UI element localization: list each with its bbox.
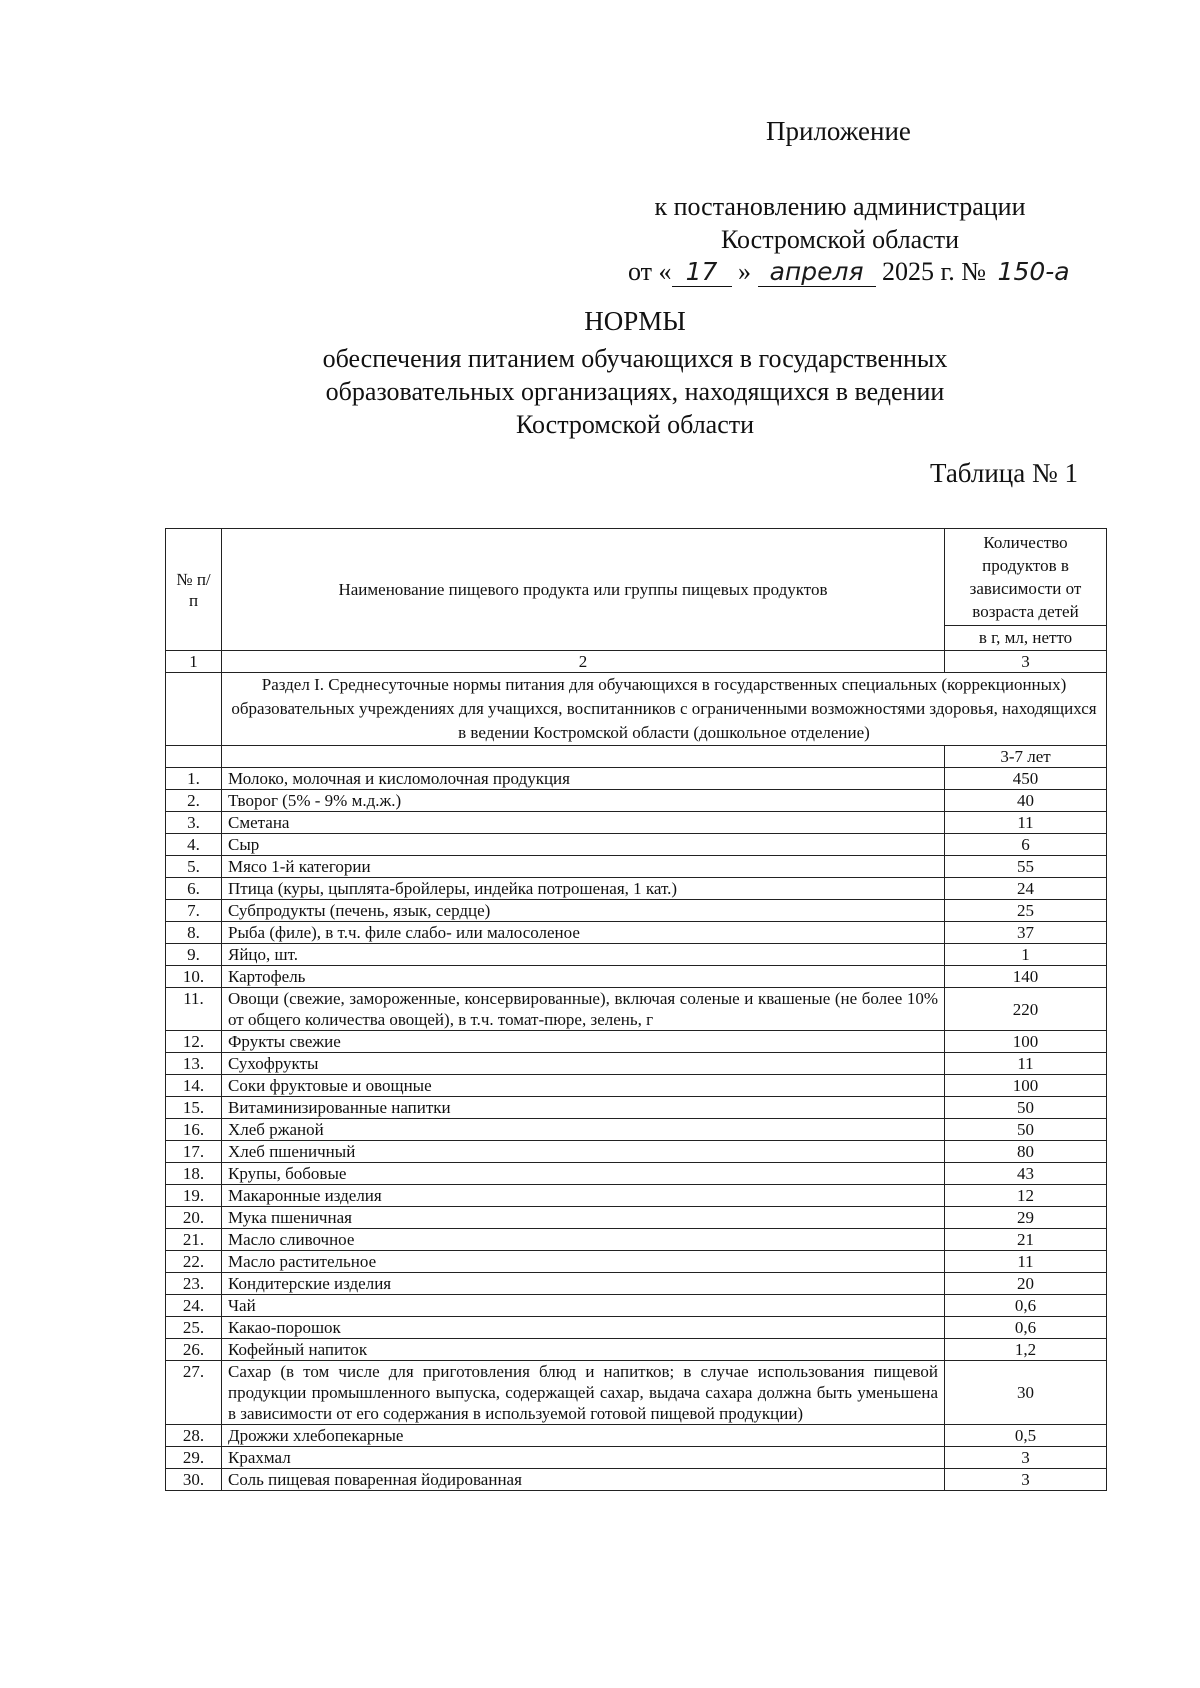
product-quantity: 0,6 <box>945 1317 1107 1339</box>
product-quantity: 11 <box>945 1053 1107 1075</box>
handwritten-number: 150-а <box>997 257 1070 286</box>
product-quantity: 55 <box>945 856 1107 878</box>
table-row <box>166 812 1107 834</box>
row-number: 19. <box>166 1185 222 1207</box>
product-quantity: 20 <box>945 1273 1107 1295</box>
table-row <box>166 1141 1107 1163</box>
date-prefix: от « <box>628 257 672 286</box>
row-number: 29. <box>166 1447 222 1469</box>
row-number: 17. <box>166 1141 222 1163</box>
row-number: 6. <box>166 878 222 900</box>
product-name: Масло сливочное <box>222 1229 945 1251</box>
product-quantity: 3 <box>945 1447 1107 1469</box>
handwritten-month: апреля <box>758 257 876 287</box>
product-name: Сахар (в том числе для приготовления блюд и напитков; в случае использования пищевой продукции промышленного выпуска, содержащей сахар, выдача сахара должна быть уменьшена в зависимости от его содержания в используемой готовой пищевой продукции) <box>222 1361 945 1425</box>
product-name: Хлеб пшеничный <box>222 1141 945 1163</box>
table-row <box>166 1119 1107 1141</box>
decree-date-line <box>628 257 1075 287</box>
header-unit: в г, мл, нетто <box>945 625 1107 650</box>
product-name: Молоко, молочная и кисломолочная продукция <box>222 768 945 790</box>
row-number: 22. <box>166 1251 222 1273</box>
row-number: 10. <box>166 966 222 988</box>
row-number: 11. <box>166 988 222 1031</box>
date-year: 2025 г. № <box>882 257 987 286</box>
row-number: 13. <box>166 1053 222 1075</box>
product-name: Соль пищевая поваренная йодированная <box>222 1469 945 1491</box>
product-name: Витаминизированные напитки <box>222 1097 945 1119</box>
table-row <box>166 1251 1107 1273</box>
product-quantity: 0,6 <box>945 1295 1107 1317</box>
product-quantity: 1,2 <box>945 1339 1107 1361</box>
header-num: № п/п <box>166 529 222 651</box>
product-quantity: 43 <box>945 1163 1107 1185</box>
table-row <box>166 1317 1107 1339</box>
row-number: 28. <box>166 1425 222 1447</box>
header-name: Наименование пищевого продукта или группы пищевых продуктов <box>222 529 945 651</box>
product-quantity: 25 <box>945 900 1107 922</box>
product-quantity: 50 <box>945 1097 1107 1119</box>
row-number: 9. <box>166 944 222 966</box>
section-row <box>166 673 1107 746</box>
product-name: Хлеб ржаной <box>222 1119 945 1141</box>
subtitle-line-2: образовательных организациях, находящихся в ведении <box>325 377 945 406</box>
product-quantity: 30 <box>945 1361 1107 1425</box>
table-row <box>166 1273 1107 1295</box>
table-row <box>166 1207 1107 1229</box>
decree-line-1: к постановлению администрации <box>654 192 1026 221</box>
table-row <box>166 856 1107 878</box>
product-name: Сметана <box>222 812 945 834</box>
row-number: 25. <box>166 1317 222 1339</box>
section-title: Раздел I. Среднесуточные нормы питания для обучающихся в государственных специальных (коррекционных) образовательных учреждениях для учащихся, воспитанников с ограниченными возможностями здоровья, находящихся в ведении Костромской области (дошкольное отделение) <box>222 673 1107 746</box>
row-number: 24. <box>166 1295 222 1317</box>
product-name: Крахмал <box>222 1447 945 1469</box>
product-quantity: 100 <box>945 1031 1107 1053</box>
product-name: Птица (куры, цыплята-бройлеры, индейка потрошеная, 1 кат.) <box>222 878 945 900</box>
table-row <box>166 1075 1107 1097</box>
section-num-cell <box>166 673 222 746</box>
row-number: 5. <box>166 856 222 878</box>
table-row <box>166 790 1107 812</box>
table-row <box>166 1229 1107 1251</box>
row-number: 12. <box>166 1031 222 1053</box>
product-quantity: 40 <box>945 790 1107 812</box>
subtitle-line-1: обеспечения питанием обучающихся в государственных <box>322 344 948 373</box>
decree-line-2: Костромской области <box>720 225 960 254</box>
table-row <box>166 1097 1107 1119</box>
product-name: Яйцо, шт. <box>222 944 945 966</box>
table-row <box>166 878 1107 900</box>
document-subtitle <box>230 342 1040 441</box>
product-quantity: 6 <box>945 834 1107 856</box>
table-row <box>166 1425 1107 1447</box>
table-row <box>166 922 1107 944</box>
row-number: 26. <box>166 1339 222 1361</box>
table-row <box>166 1447 1107 1469</box>
table-header-row <box>166 529 1107 626</box>
subtitle-line-3: Костромской области <box>515 410 755 439</box>
product-quantity: 100 <box>945 1075 1107 1097</box>
product-name: Кондитерские изделия <box>222 1273 945 1295</box>
product-name: Картофель <box>222 966 945 988</box>
header-qty: Количество продуктов в зависимости от возраста детей <box>945 529 1107 626</box>
index-col-3: 3 <box>945 651 1107 673</box>
product-quantity: 3 <box>945 1469 1107 1491</box>
product-name: Масло растительное <box>222 1251 945 1273</box>
table-row <box>166 1339 1107 1361</box>
row-number: 14. <box>166 1075 222 1097</box>
product-name: Соки фруктовые и овощные <box>222 1075 945 1097</box>
table-row <box>166 944 1107 966</box>
product-name: Субпродукты (печень, язык, сердце) <box>222 900 945 922</box>
product-quantity: 29 <box>945 1207 1107 1229</box>
product-name: Мясо 1-й категории <box>222 856 945 878</box>
row-number: 21. <box>166 1229 222 1251</box>
product-name: Сыр <box>222 834 945 856</box>
product-quantity: 24 <box>945 878 1107 900</box>
table-label: Таблица № 1 <box>930 458 1078 488</box>
product-quantity: 50 <box>945 1119 1107 1141</box>
product-name: Творог (5% - 9% м.д.ж.) <box>222 790 945 812</box>
table-row <box>166 988 1107 1031</box>
handwritten-day: 17 <box>672 257 732 287</box>
decree-reference <box>620 190 1060 256</box>
norms-table <box>165 528 1107 1491</box>
product-quantity: 12 <box>945 1185 1107 1207</box>
date-mid: » <box>738 257 752 286</box>
row-number: 27. <box>166 1361 222 1425</box>
index-col-1: 1 <box>166 651 222 673</box>
product-name: Какао-порошок <box>222 1317 945 1339</box>
product-name: Фрукты свежие <box>222 1031 945 1053</box>
table-row <box>166 1469 1107 1491</box>
row-number: 4. <box>166 834 222 856</box>
table-row <box>166 1361 1107 1425</box>
product-quantity: 11 <box>945 1251 1107 1273</box>
product-name: Макаронные изделия <box>222 1185 945 1207</box>
table-row <box>166 1295 1107 1317</box>
age-group-row <box>166 746 1107 768</box>
product-name: Мука пшеничная <box>222 1207 945 1229</box>
table-row <box>166 1031 1107 1053</box>
table-row <box>166 1185 1107 1207</box>
row-number: 16. <box>166 1119 222 1141</box>
product-quantity: 0,5 <box>945 1425 1107 1447</box>
appendix-label: Приложение <box>766 116 911 146</box>
product-quantity: 37 <box>945 922 1107 944</box>
table-row <box>166 1163 1107 1185</box>
row-number: 30. <box>166 1469 222 1491</box>
product-quantity: 450 <box>945 768 1107 790</box>
product-name: Дрожжи хлебопекарные <box>222 1425 945 1447</box>
product-name: Крупы, бобовые <box>222 1163 945 1185</box>
row-number: 7. <box>166 900 222 922</box>
product-quantity: 220 <box>945 988 1107 1031</box>
product-quantity: 140 <box>945 966 1107 988</box>
table-row <box>166 834 1107 856</box>
document-title: НОРМЫ <box>584 306 686 336</box>
age-num-cell <box>166 746 222 768</box>
table-row <box>166 966 1107 988</box>
product-name: Сухофрукты <box>222 1053 945 1075</box>
product-quantity: 80 <box>945 1141 1107 1163</box>
table-row <box>166 768 1107 790</box>
row-number: 8. <box>166 922 222 944</box>
row-number: 2. <box>166 790 222 812</box>
product-name: Кофейный напиток <box>222 1339 945 1361</box>
row-number: 1. <box>166 768 222 790</box>
index-col-2: 2 <box>222 651 945 673</box>
row-number: 3. <box>166 812 222 834</box>
product-quantity: 11 <box>945 812 1107 834</box>
row-number: 23. <box>166 1273 222 1295</box>
product-quantity: 1 <box>945 944 1107 966</box>
product-name: Чай <box>222 1295 945 1317</box>
table-row <box>166 1053 1107 1075</box>
row-number: 18. <box>166 1163 222 1185</box>
product-name: Рыба (филе), в т.ч. филе слабо- или малосоленое <box>222 922 945 944</box>
product-quantity: 21 <box>945 1229 1107 1251</box>
row-number: 15. <box>166 1097 222 1119</box>
product-name: Овощи (свежие, замороженные, консервированные), включая соленые и квашеные (не более 10% от общего количества овощей), в т.ч. томат-пюре, зелень, г <box>222 988 945 1031</box>
row-number: 20. <box>166 1207 222 1229</box>
age-group: 3-7 лет <box>945 746 1107 768</box>
age-name-cell <box>222 746 945 768</box>
table-index-row <box>166 651 1107 673</box>
table-row <box>166 900 1107 922</box>
